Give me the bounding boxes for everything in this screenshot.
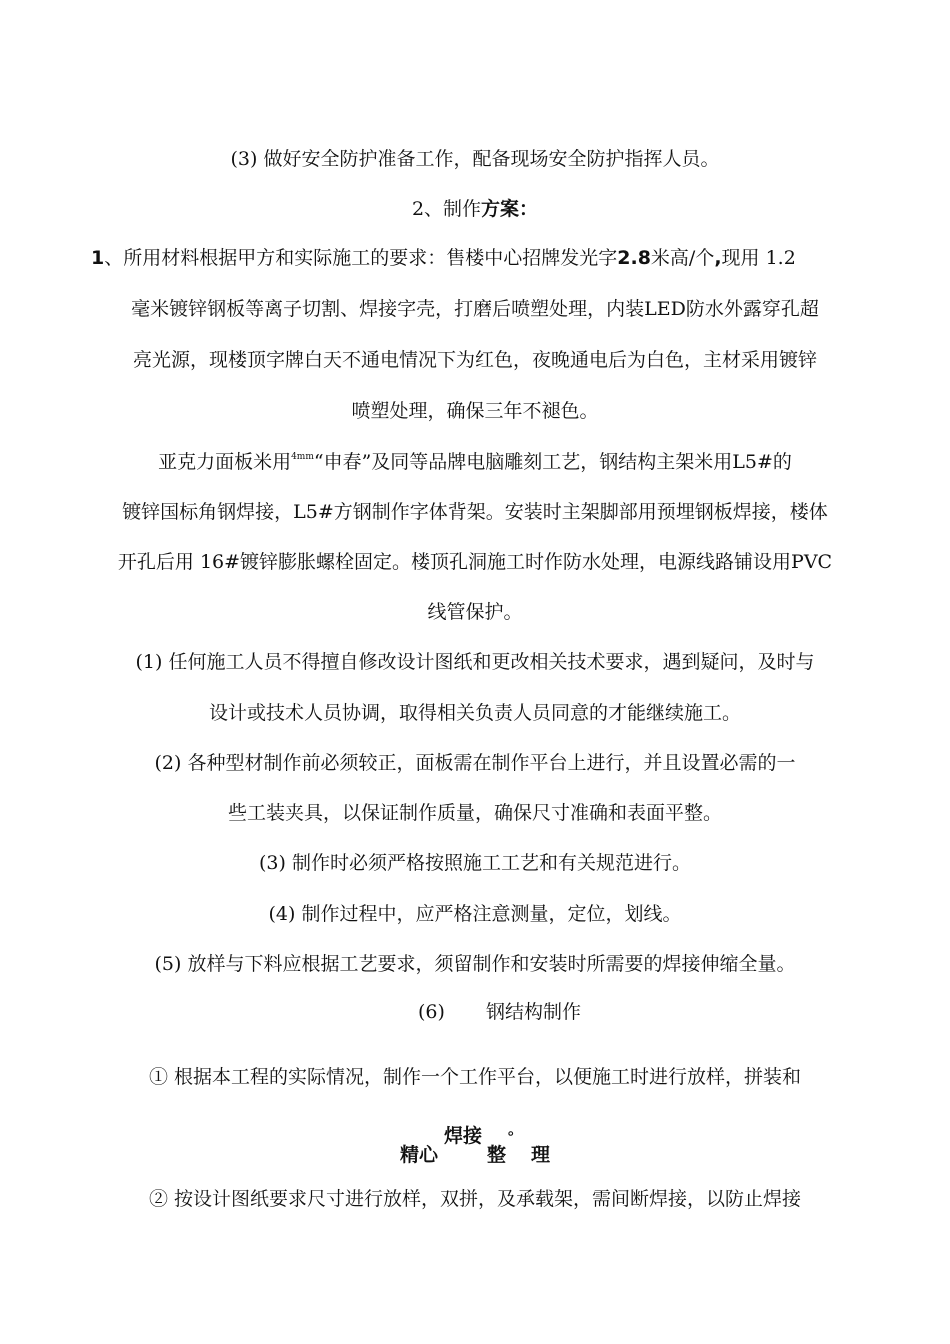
heading-text: 方案： <box>481 198 539 220</box>
list-item: (1) 任何施工人员不得擅自修改设计图纸和更改相关技术要求，遇到疑问，及时与 <box>135 651 815 673</box>
text-run: , <box>714 247 722 269</box>
list-item: (2) 各种型材制作前必须较正，面板需在制作平台上进行，并且设置必需的一 <box>154 752 796 774</box>
list-item-continuation: 设计或技术人员协调，取得相关负责人员同意的才能继续施工。 <box>208 702 741 724</box>
text-run: 。 <box>508 1120 524 1138</box>
list-item-number: (6) <box>418 1001 445 1023</box>
paragraph-line: 线管保护。 <box>427 601 523 623</box>
text-run: “申春”及同等品牌电脑雕刻工艺，钢结构主架米用L5#的 <box>313 451 792 473</box>
list-item-continuation: 些工装夹具，以保证制作质量，确保尺寸准确和表面平整。 <box>227 802 722 824</box>
section-heading <box>0 200 950 219</box>
list-item: ② 按设计图纸要求尺寸进行放样，双拼，及承载架，需间断焊接，以防止焊接 <box>148 1188 802 1210</box>
list-item: (3) 制作时必须严格按照施工工艺和有关规范进行。 <box>259 852 691 874</box>
text-run: 米高/个 <box>650 247 715 269</box>
paragraph-line: 亮光源，现楼顶字牌白天不通电情况下为红色，夜晚通电后为白色，主材采用镀锌 <box>132 349 817 371</box>
text-run: 、所用材料根据甲方和实际施工的要求：售楼中心招牌发光字 <box>104 247 618 269</box>
paragraph-line: 毫米镀锌钢板等离子切割、焊接字壳，打磨后喷塑处理，内装LED防水外露穿孔超 <box>131 298 819 320</box>
height-value: 2.8 <box>617 247 651 269</box>
thickness-note: 4mm <box>291 452 314 462</box>
text-run: 理 <box>531 1144 551 1166</box>
text-run: 精心 <box>400 1144 439 1166</box>
text-run: 现用 1.2 <box>721 247 796 269</box>
paragraph-line: (3) 做好安全防护准备工作，配备现场安全防护指挥人员。 <box>230 148 720 170</box>
paragraph-line: 喷塑处理，确保三年不褪色。 <box>351 400 599 422</box>
heading-number: 2、制作 <box>411 198 482 220</box>
text-run: 亚克力面板米用 <box>158 451 292 473</box>
paragraph-line: 开孔后用 16#镀锌膨胀螺栓固定。楼顶孔洞施工时作防水处理，电源线路铺设用PVC <box>117 551 833 573</box>
list-item: (5) 放样与下料应根据工艺要求，须留制作和安装时所需要的焊接伸缩全量。 <box>154 953 796 975</box>
list-item: (4) 制作过程中，应严格注意测量，定位，划线。 <box>268 903 682 925</box>
paragraph-line <box>0 453 950 472</box>
paragraph-line <box>91 249 796 268</box>
paragraph-line: 镀锌国标角钢焊接，L5#方钢制作字体背架。安装时主架脚部用预埋钢板焊接，楼体 <box>122 501 828 523</box>
list-item-title: 钢结构制作 <box>486 1001 582 1023</box>
item-number: 1 <box>91 247 105 269</box>
text-run: 整 <box>487 1144 507 1166</box>
text-run: 焊接 <box>444 1125 483 1147</box>
list-item: ① 根据本工程的实际情况，制作一个工作平台，以便施工时进行放样，拼装和 <box>148 1066 802 1088</box>
